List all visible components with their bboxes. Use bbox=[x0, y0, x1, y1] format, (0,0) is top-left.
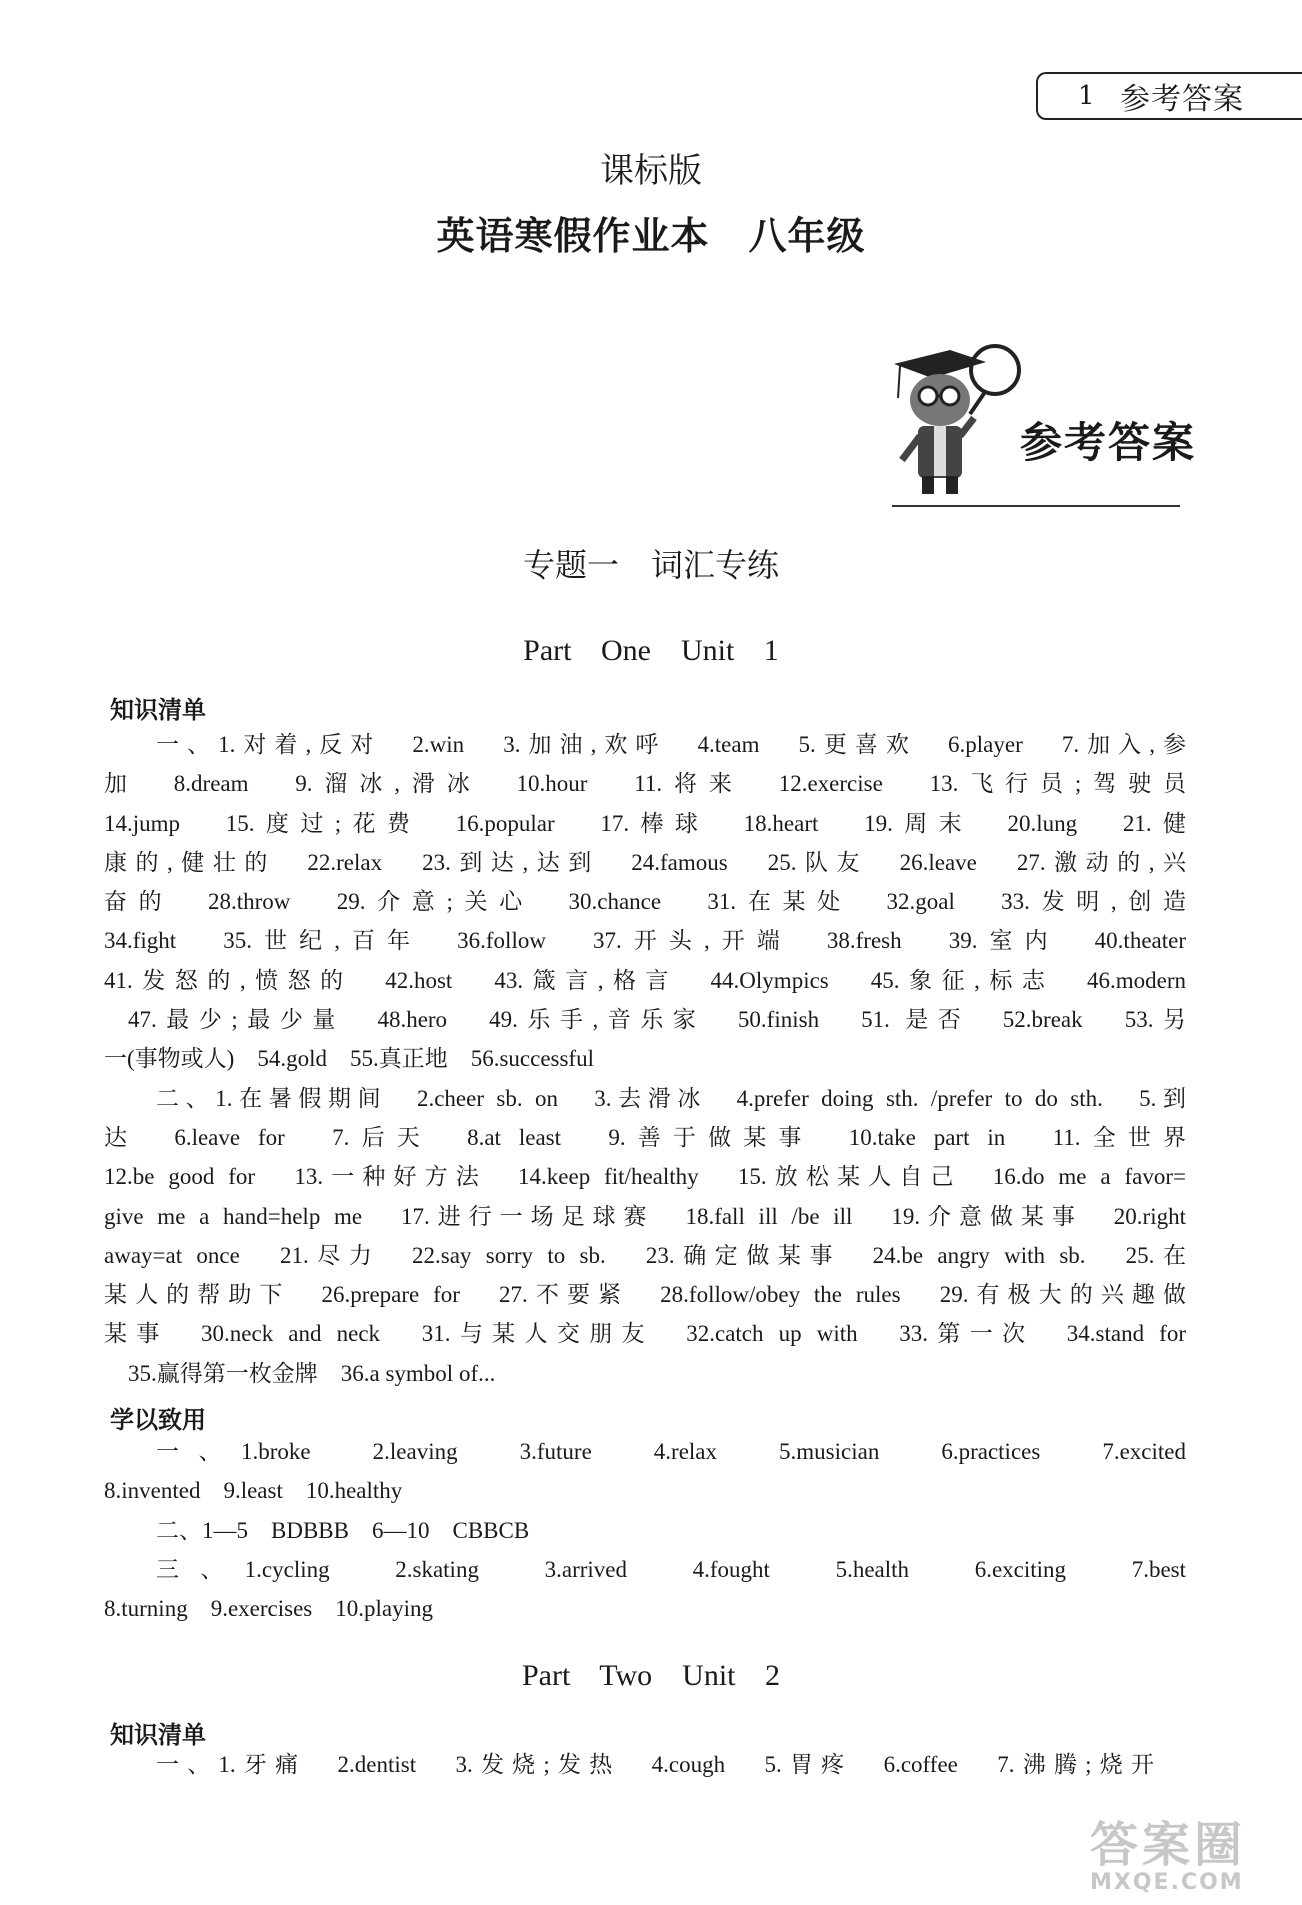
header-tab-label: 参考答案 bbox=[1120, 82, 1244, 117]
answer-line: 二、1—5 BDBBB 6—10 CBBCB bbox=[156, 1517, 530, 1543]
watermark-url: MXQE.COM bbox=[1090, 1870, 1244, 1895]
answer-line: 14.jump 15.度过;花费 16.popular 17.棒球 18.heart 19.周末 20.lung 21.健 bbox=[104, 810, 1186, 836]
mascot-illustration bbox=[890, 340, 1040, 500]
section-title: 知识清单 bbox=[110, 1721, 206, 1749]
answer-line: 某事 30.neck and neck 31.与某人交朋友 32.catch up with 33.第一次 34.stand for bbox=[104, 1321, 1186, 1347]
part-one-practice-answers bbox=[104, 1432, 1186, 1628]
book-title: 英语寒假作业本 八年级 bbox=[436, 214, 866, 258]
answer-line: 8.turning 9.exercises 10.playing bbox=[104, 1596, 433, 1622]
part-two-vocab-answers bbox=[104, 1745, 1154, 1784]
answer-line: 一(事物或人) 54.gold 55.真正地 56.successful bbox=[104, 1046, 594, 1072]
answer-line: 达 6.leave for 7.后天 8.at least 9.善于做某事 10.take part in 11.全世界 bbox=[104, 1124, 1186, 1150]
part-one-title: Part One Unit 1 bbox=[523, 634, 779, 667]
answer-line: 某人的帮助下 26.prepare for 27.不要紧 28.follow/obey the rules 29.有极大的兴趣做 bbox=[104, 1282, 1186, 1308]
answer-line: 35.赢得第一枚金牌 36.a symbol of... bbox=[128, 1360, 496, 1386]
answer-line: away=at once 21.尽力 22.say sorry to sb. 23.确定做某事 24.be angry with sb. 25.在 bbox=[104, 1242, 1186, 1268]
answer-line: 三、1.cycling 2.skating 3.arrived 4.fought 5.health 6.exciting 7.best bbox=[156, 1556, 1186, 1582]
watermark-logo-text: 答案圈 bbox=[1090, 1817, 1247, 1873]
answer-line: 47.最少;最少量 48.hero 49.乐手,音乐家 50.finish 51. 是否 52.break 53.另 bbox=[128, 1007, 1186, 1033]
answer-line: 一、1.对着,反对 2.win 3.加油,欢呼 4.team 5.更喜欢 6.player 7.加入,参 bbox=[156, 732, 1186, 757]
topic-title: 专题一 词汇专练 bbox=[522, 546, 779, 584]
answer-line: 一、1.broke 2.leaving 3.future 4.relax 5.musician 6.practices 7.excited bbox=[156, 1439, 1186, 1464]
answer-line: 34.fight 35.世纪,百年 36.follow 37.开头,开端 38.fresh 39.室内 40.theater bbox=[104, 928, 1186, 954]
page-number: 1 bbox=[1078, 81, 1095, 111]
site-watermark bbox=[1090, 1817, 1280, 1898]
answer-line: 加 8.dream 9.溜冰,滑冰 10.hour 11.将来 12.exercise 13.飞行员;驾驶员 bbox=[104, 771, 1186, 797]
answer-line: 8.invented 9.least 10.healthy bbox=[104, 1478, 403, 1504]
answer-line: give me a hand=help me 17.进行一场足球赛 18.fall ill /be ill 19.介意做某事 20.right bbox=[104, 1203, 1186, 1229]
answers-heading: 参考答案 bbox=[1020, 418, 1197, 467]
answer-line: 康的,健壮的 22.relax 23.到达,达到 24.famous 25.队友 26.leave 27.激动的,兴 bbox=[104, 849, 1186, 875]
part-one-vocab-answers bbox=[104, 725, 1186, 1393]
section-title: 学以致用 bbox=[110, 1406, 206, 1434]
edition-label: 课标版 bbox=[600, 151, 702, 191]
answer-line: 12.be good for 13.一种好方法 14.keep fit/healthy 15.放松某人自己 16.do me a favor= bbox=[104, 1164, 1186, 1190]
answer-line: 一、1.牙痛 2.dentist 3.发烧;发热 4.cough 5.胃疼 6.coffee 7.沸腾;烧开 bbox=[156, 1752, 1154, 1777]
header-tab bbox=[1036, 72, 1302, 120]
part-two-title: Part Two Unit 2 bbox=[521, 1659, 780, 1692]
answer-line: 奋的 28.throw 29.介意;关心 30.chance 31.在某处 32.goal 33.发明,创造 bbox=[104, 889, 1186, 915]
section-title: 知识清单 bbox=[110, 696, 206, 724]
answer-line: 二、1.在暑假期间 2.cheer sb. on 3.去滑冰 4.prefer doing sth. /prefer to do sth. 5.到 bbox=[156, 1085, 1186, 1111]
answers-divider bbox=[892, 505, 1180, 507]
answer-line: 41.发怒的,愤怒的 42.host 43.箴言,格言 44.Olympics 45.象征,标志 46.modern bbox=[104, 967, 1186, 993]
